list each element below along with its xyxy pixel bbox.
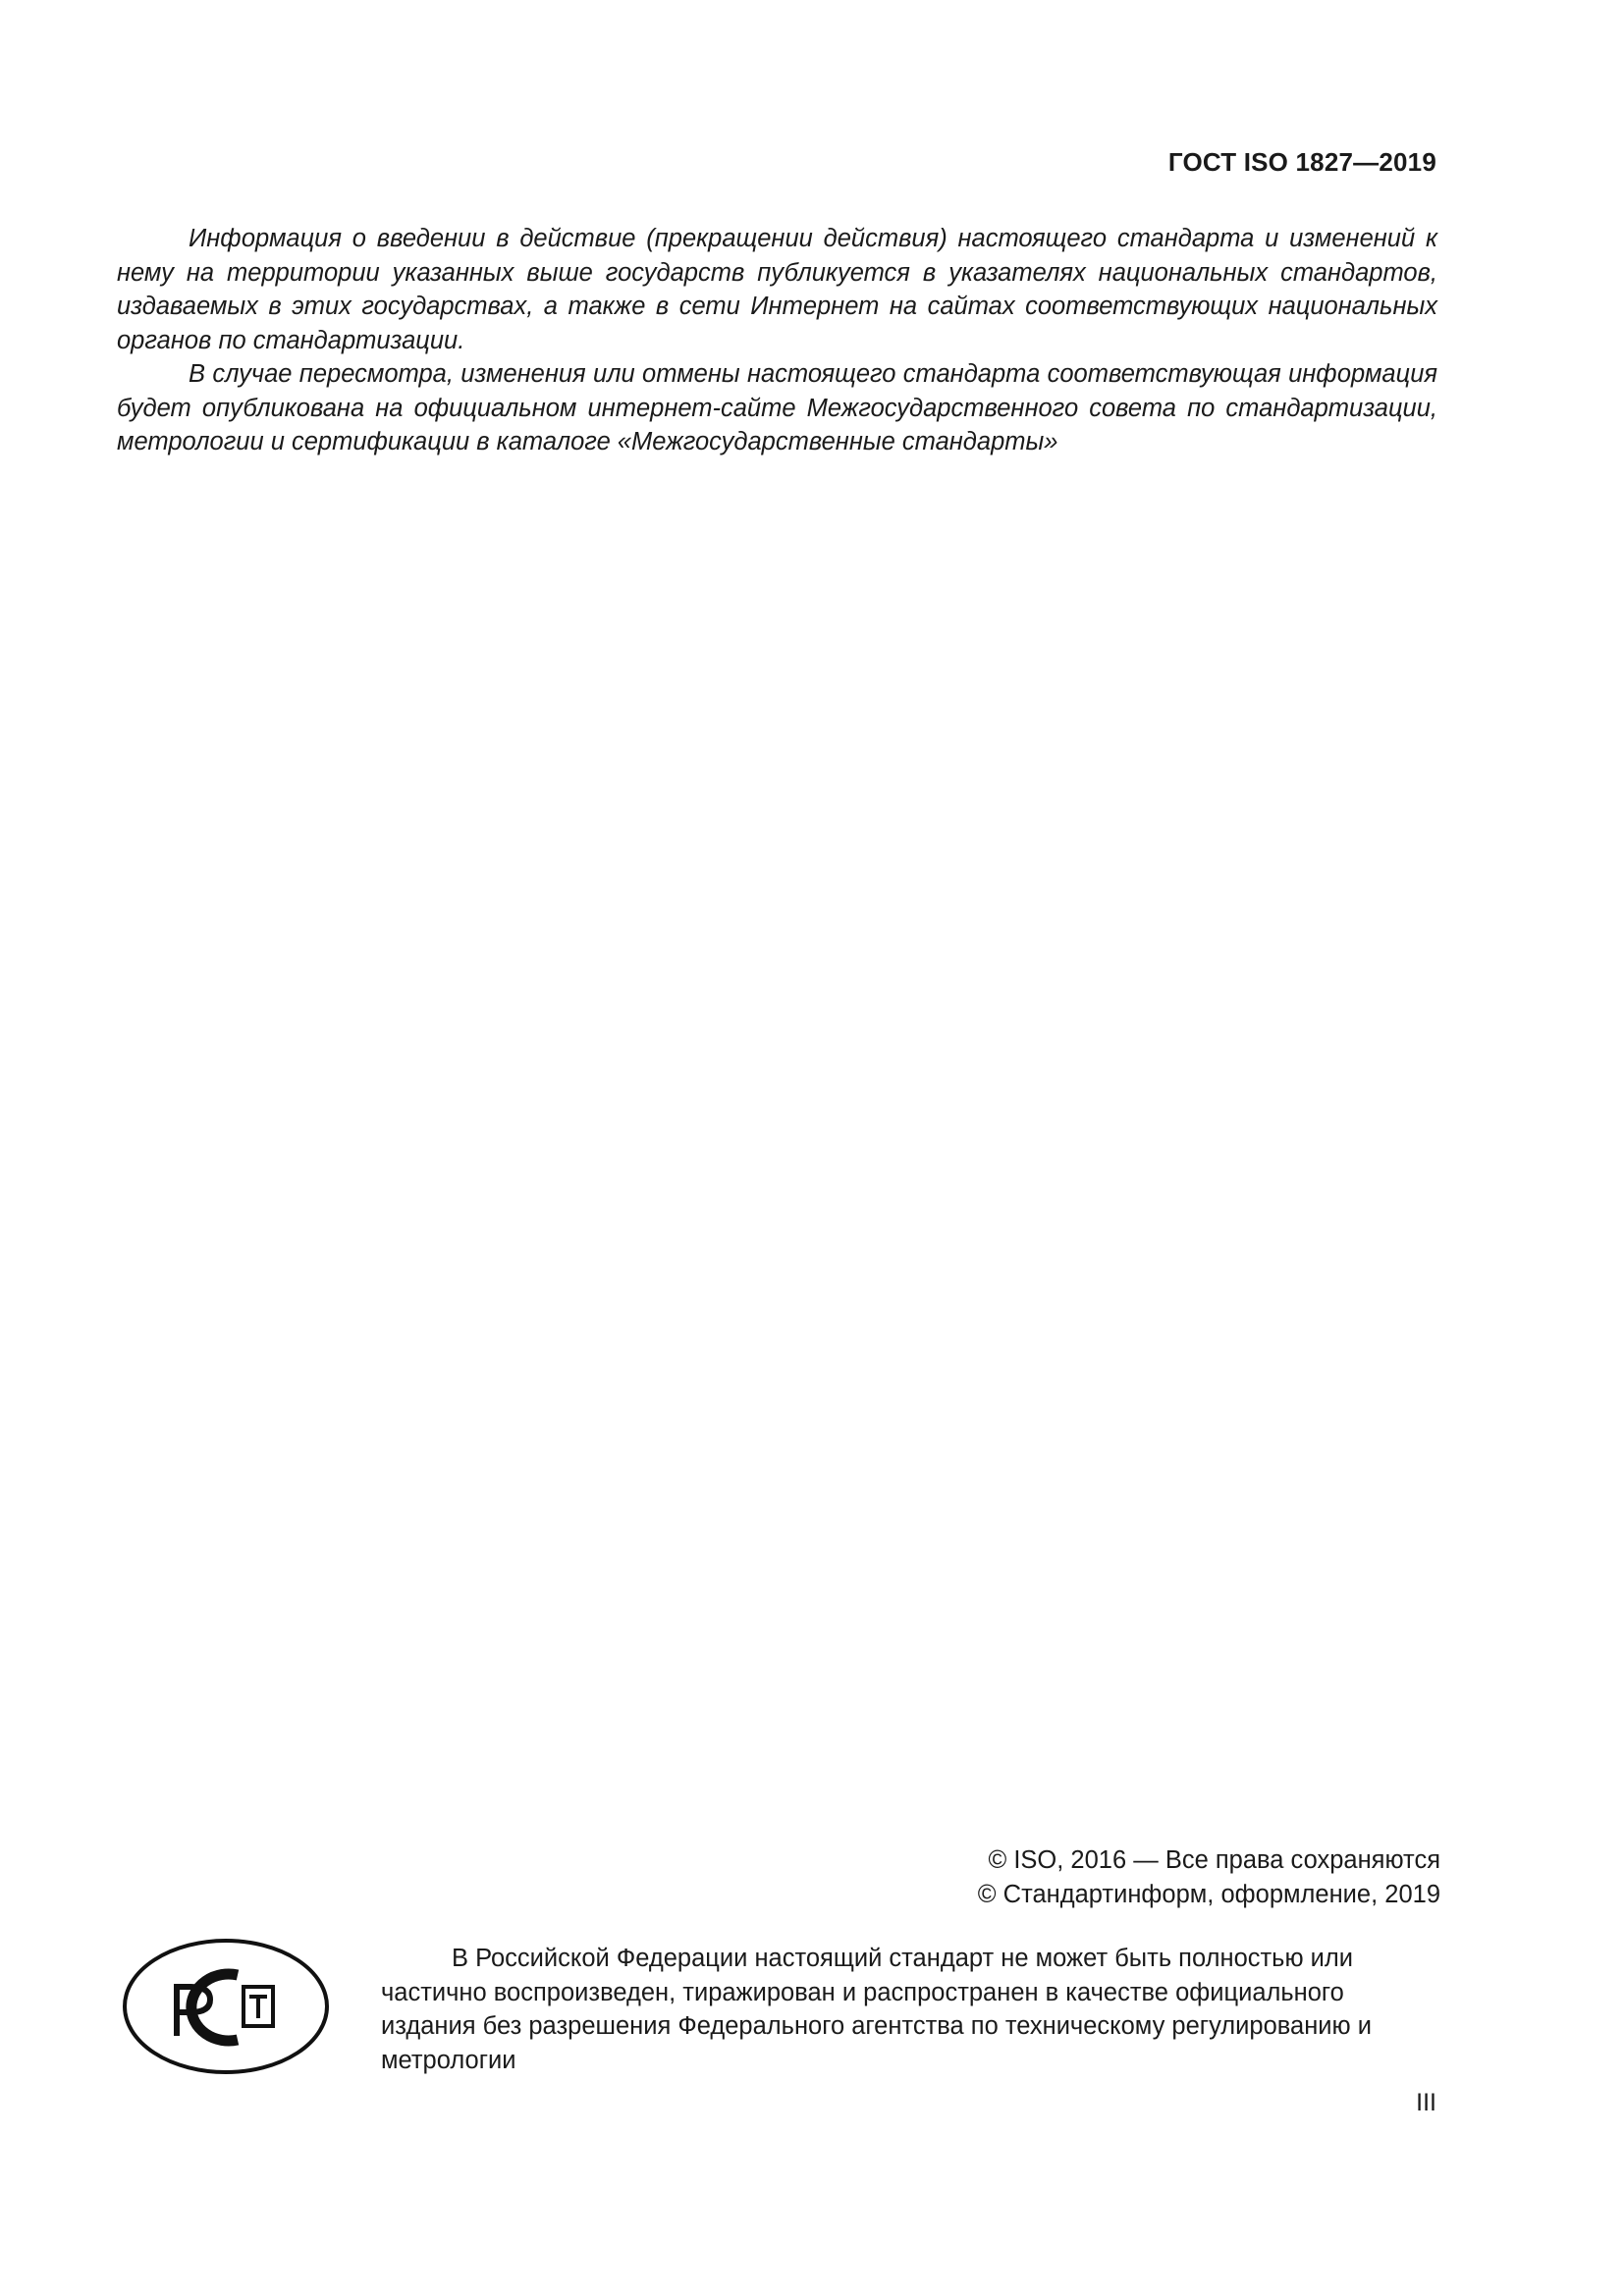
intro-paragraph-revision: В случае пересмотра, изменения или отмены настоящего стандарта соответствующая информация будет опубликована на официальном интернет-сайте Межгосударственного совета по стандартизации, метрологии и сертификации в каталоге «Межгосударственные стандарты» bbox=[117, 360, 1437, 455]
copyright-iso-line: © ISO, 2016 — Все права сохраняются bbox=[988, 1846, 1440, 1874]
document-header-code: ГОСТ ISO 1827—2019 bbox=[1167, 147, 1436, 177]
intro-section bbox=[117, 222, 1437, 459]
intro-paragraph-info: Информация о введении в действие (прекращении действия) настоящего стандарта и изменений к нему на территории указанных выше государств публикуется в указателях национальных стандартов, издаваемых в этих государствах, а также в сети Интернет на сайтах соответствующих национальных органов по стандартизации. bbox=[117, 225, 1437, 354]
reproduction-notice-text: В Российской Федерации настоящий стандарт не может быть полностью или частично воспроизведен, тиражирован и распространен в качестве официального издания без разрешения Федерального агентства по техническому регулированию и метрологии bbox=[381, 1945, 1372, 2074]
copyright-publisher-line: © Стандартинформ, оформление, 2019 bbox=[977, 1881, 1440, 1908]
reproduction-notice bbox=[381, 1942, 1439, 2077]
rst-logo-icon bbox=[122, 1938, 330, 2075]
copyright-block bbox=[978, 1843, 1440, 1912]
page-number: III bbox=[1416, 2089, 1436, 2116]
